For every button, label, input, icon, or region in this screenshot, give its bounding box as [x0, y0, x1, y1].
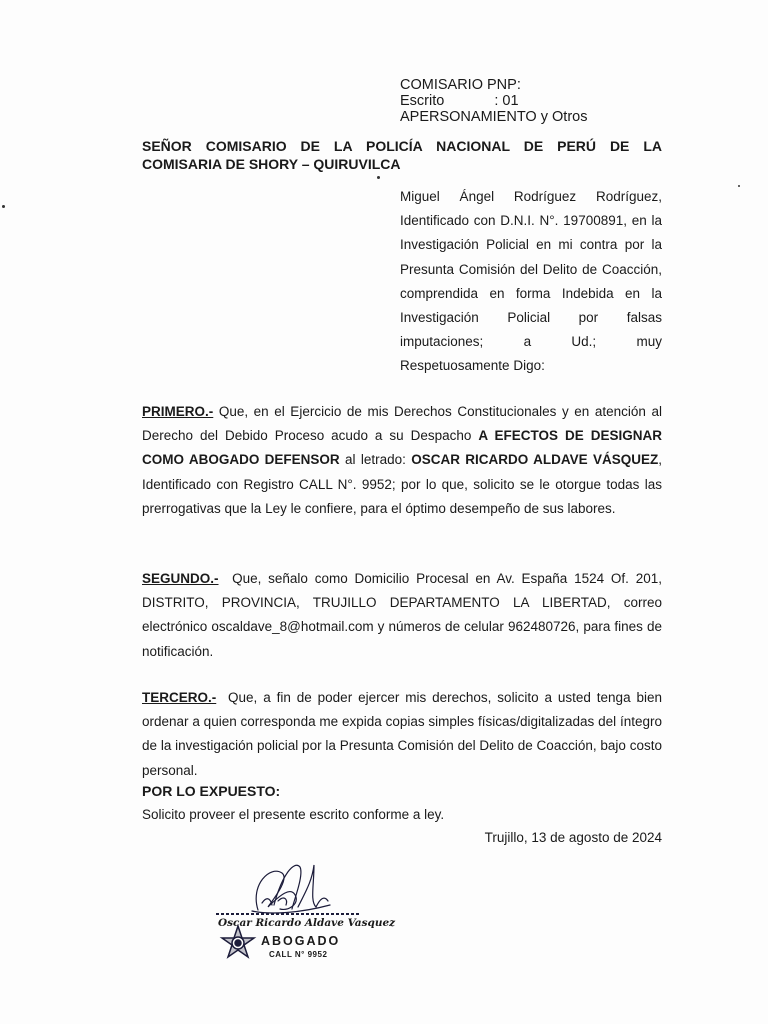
- document-header: [400, 77, 587, 125]
- star-emblem-icon: [222, 926, 254, 957]
- header-subject: APERSONAMIENTO y Otros: [400, 109, 588, 125]
- escrito-number: : 01: [494, 93, 519, 109]
- primero-text-b: al letrado:: [339, 452, 412, 468]
- addressee-line-2: COMISARIA DE SHORY – QUIRUVILCA: [142, 156, 401, 172]
- scan-speck: [377, 176, 380, 179]
- escrito-label: Escrito: [400, 93, 445, 109]
- header-escrito: [400, 93, 587, 109]
- request-line: Solicito proveer el presente escrito conforme a ley.: [142, 807, 445, 822]
- scan-speck: [2, 205, 5, 208]
- primero-text-c: , Identificado con Registro CALL N°. 9952; por lo que, solicito se le otorgue todas las prerrogativas que la Ley le confiere, para el óptimo desempeño de sus labores.: [142, 452, 662, 516]
- header-recipient: COMISARIO PNP:: [400, 77, 521, 93]
- primero-text-a: Que, en el Ejercicio de mis Derechos Constitucionales y en atención al Derecho del Debido Proceso acudo a su Despacho: [142, 404, 662, 444]
- tercero-text: Que, a fin de poder ejercer mis derechos, solicito a usted tenga bien ordenar a quien corresponda me expida copias simples físicas/digitalizadas del íntegro de la investigación policial por la Presunta Comisión del Delito de Coacción, bajo costo personal.: [142, 690, 666, 778]
- handwritten-signature: [252, 865, 330, 913]
- primero-bold-b: OSCAR RICARDO ALDAVE VÁSQUEZ: [411, 452, 659, 468]
- primero-bold-a: A EFECTOS DE DESIGNAR COMO ABOGADO DEFENSOR: [142, 428, 662, 468]
- scan-speck: [738, 185, 740, 187]
- por-lo-expuesto: POR LO EXPUESTO:: [142, 783, 281, 799]
- segundo-text: Que, señalo como Domicilio Procesal en Av. España 1524 Of. 201, DISTRITO, PROVINCIA, TRUJILLO DEPARTAMENTO LA LIBERTAD, correo electrónico oscaldave_8@hotmail.com y números de celular 962480726, para fines de notificación.: [142, 571, 666, 659]
- primero-label: PRIMERO.-: [142, 404, 214, 419]
- addressee-line-1: SEÑOR COMISARIO DE LA POLICÍA NACIONAL DE PERÚ DE LA: [142, 138, 662, 154]
- stamp-name: Oscar Ricardo Aldave Vasquez: [218, 917, 396, 929]
- tercero-label: TERCERO.-: [142, 690, 217, 705]
- segundo-label: SEGUNDO.-: [142, 571, 219, 586]
- intro-paragraph: Miguel Ángel Rodríguez Rodríguez, Identificado con D.N.I. N°. 19700891, en la Investigación Policial en mi contra por la Presunta Comisión del Delito de Coacción, comprendida en forma Indebida en la Investigación Policial por falsas imputaciones; a Ud.; muy Respetuosamente Digo:: [400, 189, 662, 374]
- date-line: Trujillo, 13 de agosto de 2024: [484, 830, 662, 845]
- stamp-title: ABOGADO: [261, 934, 341, 948]
- signature-stamp: [210, 855, 380, 965]
- stamp-registration: CALL N° 9952: [269, 950, 328, 959]
- section-segundo: [142, 567, 666, 664]
- section-primero: [142, 400, 662, 521]
- section-tercero: [142, 686, 666, 783]
- addressee: [142, 137, 662, 173]
